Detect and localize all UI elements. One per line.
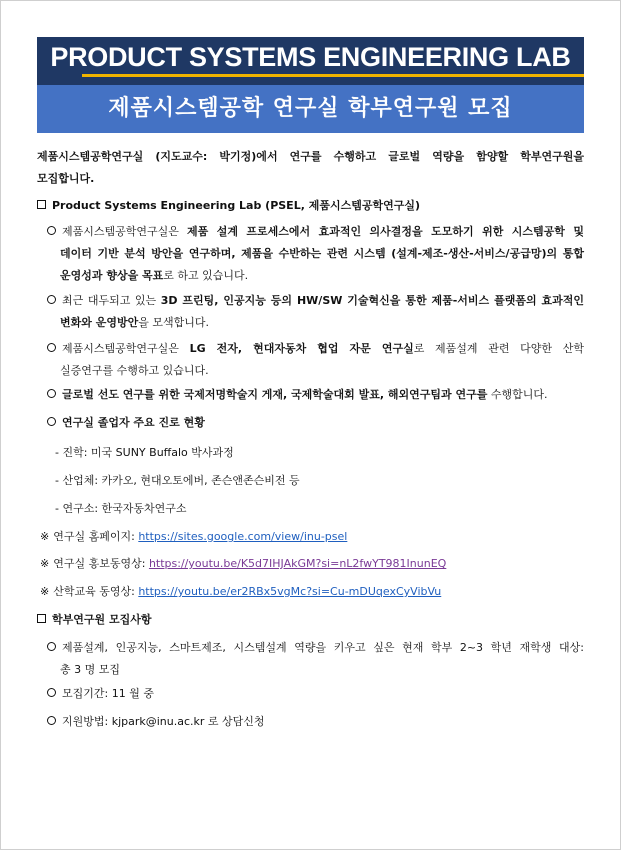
edu-video-link[interactable]: https://youtu.be/er2RBx5vgMc?si=Cu-mDUqexCyVibVu	[138, 585, 442, 598]
section-heading-text: Product Systems Engineering Lab (PSEL, 제품시스템공학연구실)	[52, 199, 420, 212]
homepage-link[interactable]: https://sites.google.com/view/inu-psel	[138, 530, 348, 543]
bullet2-pre: 최근 대두되고 있는	[62, 294, 161, 307]
bullet-innovation	[47, 290, 584, 334]
bullet3-bold: LG 전자, 현대자동차 협업 자문 연구실	[189, 342, 414, 355]
bullet1-bold: 제품 설계 프로세스에서 효과적인 의사결정을 도모하기 위한 시스템공학 및	[187, 225, 584, 238]
bullet1-pre: 제품시스템공학연구실은	[62, 225, 187, 238]
circle-bullet-icon	[47, 417, 56, 426]
recruit-target-line1: 제품설계, 인공지능, 스마트제조, 시스템설계 역량을 키우고 싶은 현재 학부 2~3 학년 재학생 대상:	[62, 641, 584, 654]
intro-line-1: 제품시스템공학연구실 (지도교수: 박기정)에서 연구를 수행하고 글로벌 역량을 함양할 학부연구원을	[37, 150, 584, 163]
bullet3-pre: 제품시스템공학연구실은	[62, 342, 190, 355]
bullet1-line3-bold: 운영성과 향상을 목표	[60, 269, 164, 282]
reference-mark-icon: ※	[40, 585, 50, 598]
circle-bullet-icon	[47, 343, 56, 352]
bullet2-line2-bold: 변화와 운영방안	[60, 316, 139, 329]
bullet2-line2-rest: 을 모색합니다.	[138, 316, 209, 329]
lab-name: PRODUCT SYSTEMS ENGINEERING LAB	[50, 42, 571, 72]
bullet4-rest: 수행합니다.	[487, 388, 548, 401]
bullet3-rest: 로 제품설계 관련 다양한 산학	[413, 342, 585, 355]
square-bullet-icon	[37, 200, 46, 209]
circle-bullet-icon	[47, 226, 56, 235]
intro-line-2: 모집합니다.	[37, 172, 95, 185]
banner-accent-line	[82, 74, 584, 77]
promo-video-link-row	[40, 553, 446, 575]
homepage-link-row	[40, 526, 347, 548]
bullet2-bold: 3D 프린팅, 인공지능 등의 HW/SW 기술혁신을 통한 제품-서비스 플랫폼의 효과적인	[160, 294, 584, 307]
bullet1-line2: 데이터 기반 분석 방안을 연구하며, 제품을 수반하는 관련 시스템 (설계-제조-생산-서비스/공급망)의 통합	[60, 247, 584, 260]
square-bullet-icon	[37, 614, 46, 623]
bullet-global	[47, 384, 584, 406]
circle-bullet-icon	[47, 295, 56, 304]
recruit-apply	[47, 711, 265, 733]
section-heading-text: 학부연구원 모집사항	[52, 613, 152, 626]
bullet-industry	[47, 338, 584, 382]
edu-video-label: 산학교육 동영상:	[53, 585, 139, 598]
circle-bullet-icon	[47, 389, 56, 398]
circle-bullet-icon	[47, 688, 56, 697]
recruit-target	[47, 637, 584, 681]
circle-bullet-icon	[47, 642, 56, 651]
recruit-target-line2: 총 3 명 모집	[60, 663, 120, 676]
reference-mark-icon: ※	[40, 557, 50, 570]
career-heading: 연구실 졸업자 주요 진로 현황	[62, 416, 205, 429]
page-title: 제품시스템공학 연구실 학부연구원 모집	[108, 96, 513, 121]
bullet4-bold: 글로벌 선도 연구를 위한 국제저명학술지 게재, 국제학술대회 발표, 해외연구팀과 연구를	[62, 388, 488, 401]
circle-bullet-icon	[47, 716, 56, 725]
recruit-period	[47, 683, 154, 705]
reference-mark-icon: ※	[40, 530, 50, 543]
recruit-apply-text: 지원방법: kjpark@inu.ac.kr 로 상담신청	[62, 715, 265, 728]
section-heading-recruit	[37, 609, 151, 631]
career-item: - 연구소: 한국자동차연구소	[55, 502, 187, 515]
title-banner	[37, 85, 584, 133]
edu-video-link-row	[40, 581, 441, 603]
bullet3-line2: 실증연구를 수행하고 있습니다.	[60, 364, 209, 377]
promo-video-label: 연구실 홍보동영상:	[53, 557, 149, 570]
lab-name-banner	[37, 37, 584, 85]
bullet1-line3-rest: 로 하고 있습니다.	[163, 269, 249, 282]
section-heading-psel	[37, 195, 420, 217]
career-item: - 산업체: 카카오, 현대오토에버, 존슨앤존슨비전 등	[55, 474, 300, 487]
bullet-career	[47, 412, 205, 434]
bullet-research-goal	[47, 221, 584, 287]
intro-paragraph	[37, 146, 584, 190]
career-item: - 진학: 미국 SUNY Buffalo 박사과정	[55, 446, 234, 459]
homepage-label: 연구실 홈페이지:	[53, 530, 139, 543]
recruit-period-text: 모집기간: 11 월 중	[62, 687, 154, 700]
promo-video-link[interactable]: https://youtu.be/K5d7IHJAkGM?si=nL2fwYT981InunEQ	[148, 557, 447, 570]
